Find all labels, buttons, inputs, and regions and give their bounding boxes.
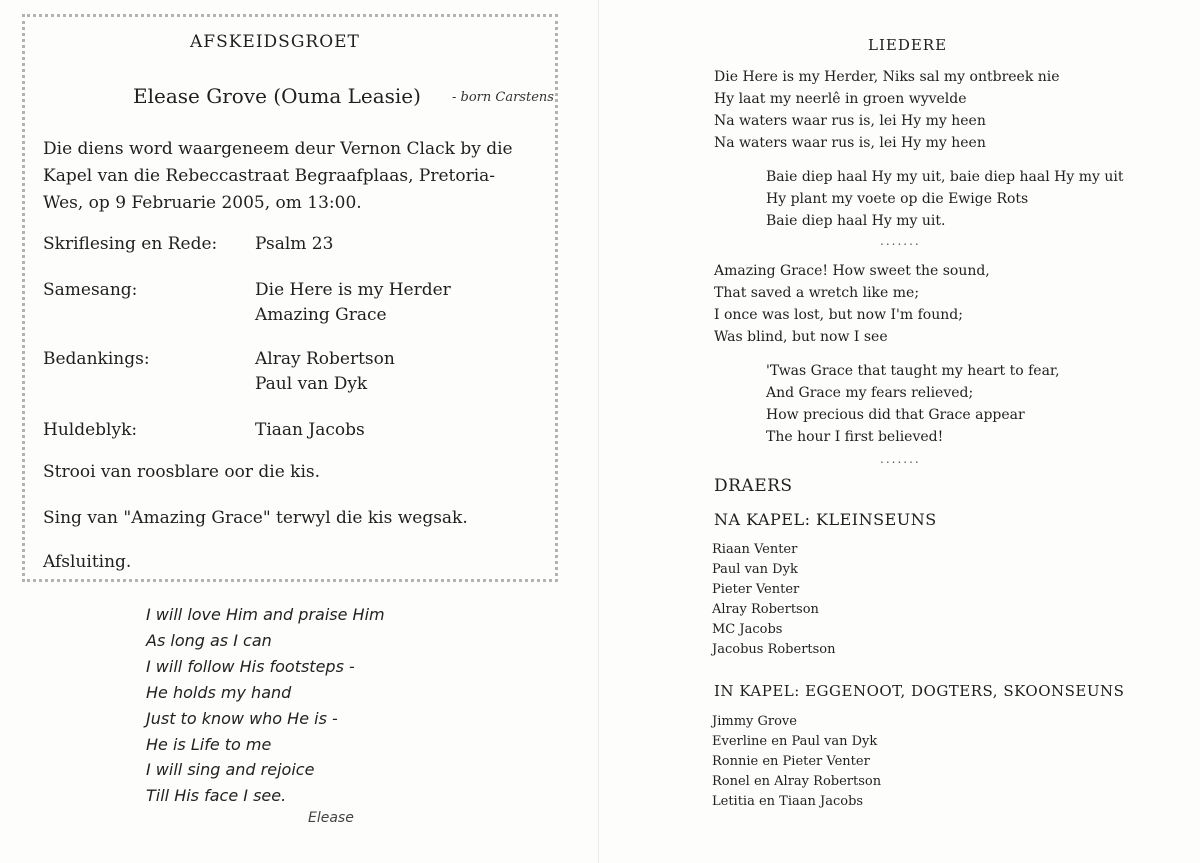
song-line: The hour I first believed! xyxy=(766,429,944,445)
separator: ....... xyxy=(880,452,921,466)
bearer-name: Jacobus Robertson xyxy=(712,642,836,657)
poem-line: He holds my hand xyxy=(146,682,292,702)
song-line: Baie diep haal Hy my uit. xyxy=(766,213,946,229)
service-line: Wes, op 9 Februarie 2005, om 13:00. xyxy=(43,193,362,213)
rose-petals-line: Strooi van roosblare oor die kis. xyxy=(43,462,321,482)
programme-value: Psalm 23 xyxy=(255,234,334,254)
programme-value: Paul van Dyk xyxy=(255,374,368,394)
song-line: That saved a wretch like me; xyxy=(714,285,920,301)
in-kapel-title: IN KAPEL: EGGENOOT, DOGTERS, SKOONSEUNS xyxy=(714,682,1125,700)
song2-chorus xyxy=(766,360,1060,448)
song-line: I once was lost, but now I'm found; xyxy=(714,307,963,323)
programme-value: Alray Robertson xyxy=(255,349,395,369)
bearer-name: Alray Robertson xyxy=(712,602,819,617)
poem-line: I will sing and rejoice xyxy=(146,760,315,780)
song-line: 'Twas Grace that taught my heart to fear, xyxy=(766,363,1060,379)
bearer-name: Paul van Dyk xyxy=(712,562,798,577)
service-line: Die diens word waargeneem deur Vernon Clack by die xyxy=(43,139,513,159)
poem-line: I will follow His footsteps - xyxy=(146,656,355,676)
programme-value: Tiaan Jacobs xyxy=(255,420,365,440)
song-line: Was blind, but now I see xyxy=(714,329,888,345)
poem-line: As long as I can xyxy=(146,630,272,650)
closing-line: Afsluiting. xyxy=(43,552,132,572)
bearer-name: Pieter Venter xyxy=(712,582,800,597)
programme-label: Samesang: xyxy=(43,280,138,300)
separator: ....... xyxy=(880,234,921,248)
song1-verse xyxy=(714,66,1060,154)
bearers-title: DRAERS xyxy=(714,476,793,496)
sing-line: Sing van "Amazing Grace" terwyl die kis wegsak. xyxy=(43,508,468,528)
farewell-title: AFSKEIDSGROET xyxy=(190,32,360,52)
song-line: Na waters waar rus is, lei Hy my heen xyxy=(714,135,986,151)
na-kapel-names xyxy=(712,540,836,660)
song-line: Baie diep haal Hy my uit, baie diep haal Hy my uit xyxy=(766,169,1124,185)
bearer-name: Letitia en Tiaan Jacobs xyxy=(712,794,864,809)
bearer-name: Ronel en Alray Robertson xyxy=(712,774,882,789)
song-line: Hy laat my neerlê in groen wyvelde xyxy=(714,91,967,107)
programme-label: Bedankings: xyxy=(43,349,150,369)
song2-verse xyxy=(714,260,990,348)
song-line: Na waters waar rus is, lei Hy my heen xyxy=(714,113,986,129)
programme-value: Amazing Grace xyxy=(255,305,387,325)
song-line: And Grace my fears relieved; xyxy=(766,385,974,401)
poem-signature: Elease xyxy=(308,810,354,826)
na-kapel-title: NA KAPEL: KLEINSEUNS xyxy=(714,510,937,529)
song-line: How precious did that Grace appear xyxy=(766,407,1025,423)
deceased-name: Elease Grove (Ouma Leasie) xyxy=(133,84,421,108)
bearer-name: MC Jacobs xyxy=(712,622,783,637)
programme-label: Skriflesing en Rede: xyxy=(43,234,218,254)
songs-title: LIEDERE xyxy=(868,36,948,54)
bearer-name: Ronnie en Pieter Venter xyxy=(712,754,870,769)
service-line: Kapel van die Rebeccastraat Begraafplaas, Pretoria- xyxy=(43,166,496,186)
poem-line: Till His face I see. xyxy=(146,786,287,806)
in-kapel-names xyxy=(712,712,881,812)
poem-line: Just to know who He is - xyxy=(146,708,338,728)
bearer-name: Jimmy Grove xyxy=(712,714,797,729)
song1-chorus xyxy=(766,166,1123,232)
programme-label: Huldeblyk: xyxy=(43,420,138,440)
programme-value: Die Here is my Herder xyxy=(255,280,451,300)
poem xyxy=(146,602,385,809)
song-line: Die Here is my Herder, Niks sal my ontbreek nie xyxy=(714,69,1060,85)
poem-line: I will love Him and praise Him xyxy=(146,605,385,624)
song-line: Hy plant my voete op die Ewige Rots xyxy=(766,191,1029,207)
bearer-name: Riaan Venter xyxy=(712,542,798,557)
bearer-name: Everline en Paul van Dyk xyxy=(712,734,878,749)
poem-line: He is Life to me xyxy=(146,734,272,754)
handwritten-note: - born Carstens xyxy=(452,90,554,105)
page-fold xyxy=(598,0,599,863)
service-text xyxy=(43,136,513,217)
song-line: Amazing Grace! How sweet the sound, xyxy=(714,263,990,279)
